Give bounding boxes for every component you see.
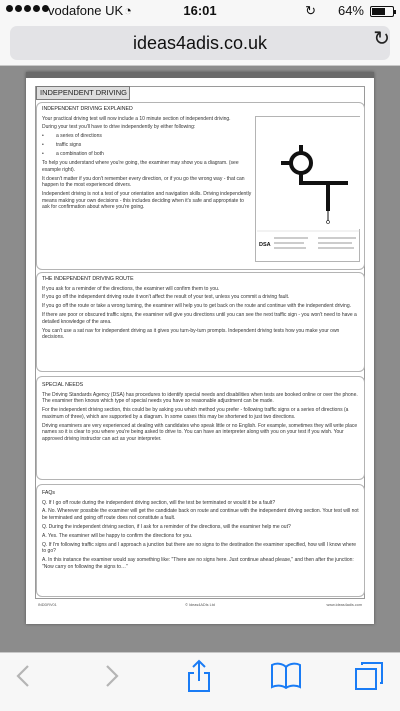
- route-map-graphic: [256, 117, 361, 263]
- paragraph: Driving examiners are very experienced at dealing with candidates who speak little or no English. For example, sometimes they will write place names so it is clear to you where you're being asked to drive to. You can have an interpreter along with you on your test if you wish. Your approved driving instructor can act as your interpreter.: [42, 422, 358, 442]
- document-page: [26, 72, 374, 624]
- section-route-text: [42, 276, 360, 343]
- tabs-icon[interactable]: [354, 661, 384, 696]
- faq-answer: A. In this instance the examiner would say something like: "There are no signs here. Just continue ahead please," and then after the junction: "Now carry on following the signs to…": [42, 557, 354, 570]
- paragraph: Your practical driving test will now include a 10 minute section of independent driving.: [42, 115, 231, 122]
- route-diagram: [255, 116, 360, 262]
- faq-question: Q. During the independent driving section, if I ask for a reminder of the directions, will the examiner help me out?: [42, 523, 291, 530]
- footer-code: INDDRV01: [38, 603, 57, 607]
- paragraph: For the independent driving section, this could be by asking you which method you prefer - following traffic signs or a series of directions (a maximum of three), which are supported by a diagram. In some cases this may be shortened to just two directions.: [42, 407, 349, 420]
- faq-question: Q. If I go off route during the independent driving section, will the test be terminated or would it be a fault?: [42, 499, 276, 506]
- rotation-lock-icon: ↻: [305, 3, 316, 18]
- section-title: INDEPENDENT DRIVING EXPLAINED: [42, 106, 133, 112]
- list-item: • a series of directions: [42, 133, 252, 140]
- browser-address-bar: [0, 22, 400, 66]
- list-item: • traffic signs: [42, 142, 252, 149]
- footer-copyright: © Ideas4ADIs Ltd: [185, 603, 215, 607]
- paragraph: If there are poor or obscured traffic signs, the examiner will give you directions until you can see the next traffic sign - you won't need to have a detailed knowledge of the area.: [42, 312, 357, 325]
- bookmarks-icon[interactable]: [270, 661, 302, 694]
- list-item: • a combination of both: [42, 151, 252, 158]
- faq-question: Q. If I'm following traffic signs and I approach a junction but there are no signs to the destination the examiner specified, how will I know where to go?: [42, 541, 357, 555]
- faq-answer: A. Yes. The examiner will be happy to confirm the directions for you.: [42, 532, 193, 539]
- faq-answer: A. No. Wherever possible the examiner will get the candidate back on route and continue with the independent driving section. Your test will not be terminated and going off route does not constitute a fault.: [42, 508, 359, 522]
- share-icon[interactable]: [186, 659, 212, 698]
- footer-website: www.ideas4adis.com: [326, 603, 362, 607]
- back-chevron-icon[interactable]: [14, 663, 32, 694]
- paragraph: During your test you'll have to drive independently by either following:: [42, 124, 196, 131]
- paragraph: To help you understand where you're going, the examiner may show you a diagram. (see example right).: [42, 160, 239, 173]
- carrier-name: vodafone UK: [48, 3, 124, 18]
- url-field[interactable]: [10, 26, 390, 60]
- paragraph: If you ask for a reminder of the directions, the examiner will confirm them to you.: [42, 285, 220, 292]
- reload-icon[interactable]: ↻: [373, 28, 390, 50]
- url-text: ideas4adis.co.uk: [132, 33, 268, 53]
- forward-chevron-icon[interactable]: [103, 663, 121, 694]
- paragraph: It doesn't matter if you don't remember every direction, or if you go the wrong way - that can happen to the most experienced drivers.: [42, 175, 245, 189]
- paragraph: You can't use a sat nav for independent driving as it gives you turn-by-turn prompts. Independent driving tests how you make your own decisions.: [42, 327, 340, 341]
- browser-toolbar: [0, 652, 400, 711]
- clock: 16:01: [183, 3, 217, 18]
- section-title: THE INDEPENDENT DRIVING ROUTE: [42, 276, 134, 282]
- section-faqs-text: [42, 490, 360, 573]
- page-top-strip: [26, 72, 374, 78]
- document-heading: INDEPENDENT DRIVING: [36, 86, 130, 100]
- wifi-icon: ◔: [124, 3, 132, 18]
- paragraph: The Driving Standards Agency (DSA) has procedures to identify special needs and disabilities when tests are booked online or over the phone. The examiner then knows which type of special needs you have so reasonable adjustment can be made.: [42, 391, 358, 405]
- paragraph: Independent driving is not a test of your orientation and navigation skills. Driving independently means making your own decisions - this includes deciding when it's safe and appropriate to ask for confirmation about where you're going.: [42, 191, 252, 211]
- paragraph: If you go off the route or take a wrong turning, the examiner will help you to get back on the route and continue with the independent driving.: [42, 303, 351, 310]
- battery-percent: 64%: [337, 3, 364, 18]
- section-explained-text: [42, 106, 252, 213]
- dsa-logo: DSA: [259, 242, 271, 248]
- status-bar: [0, 0, 400, 22]
- section-title: SPECIAL NEEDS: [42, 382, 84, 388]
- bullet-list: [42, 133, 252, 157]
- paragraph: If you go off the independent driving route it won't affect the result of your test, unless you commit a driving fault.: [42, 294, 290, 301]
- battery-icon: [370, 6, 394, 17]
- section-special-needs-text: [42, 382, 360, 445]
- section-title: FAQs: [42, 490, 55, 496]
